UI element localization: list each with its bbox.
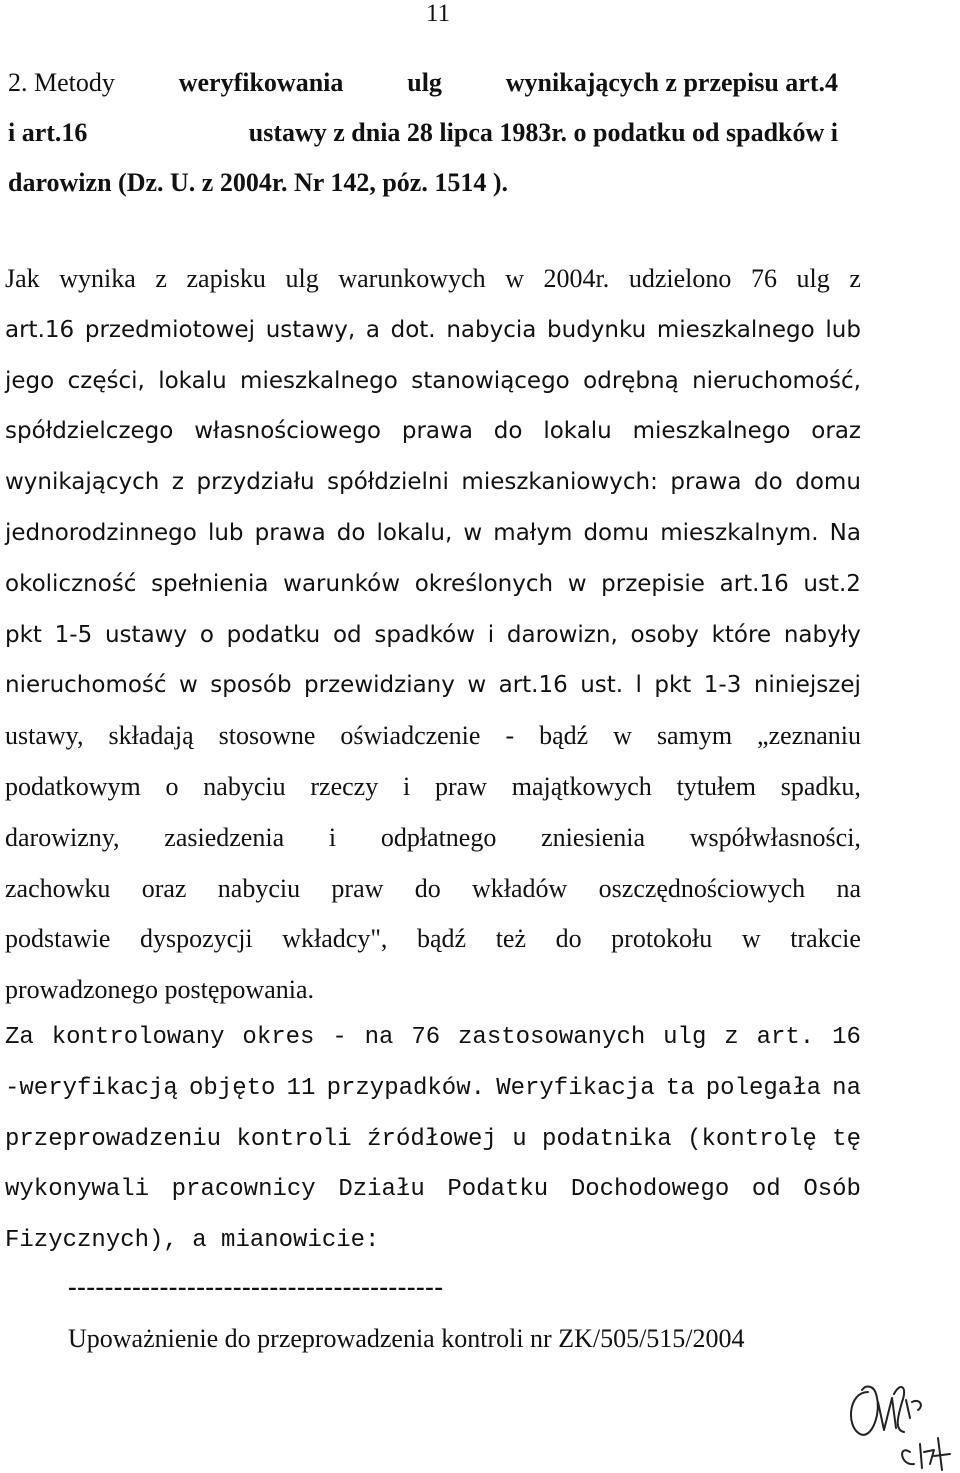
word: praw: [331, 873, 384, 903]
text-line: [5, 610, 861, 661]
word: ta: [665, 1074, 695, 1102]
word: w: [741, 924, 761, 954]
word: z: [849, 264, 861, 293]
word: niniejszej: [753, 672, 861, 699]
word: małym: [493, 519, 573, 546]
word: wynika: [59, 264, 136, 293]
text-line: [5, 1013, 861, 1064]
word: ulg: [796, 264, 830, 293]
word: 11: [286, 1074, 316, 1102]
text-line: [5, 559, 861, 610]
word: od: [751, 1176, 781, 1204]
heading-word: ulg: [407, 68, 442, 97]
word: ulg: [285, 264, 319, 293]
word: 1-3: [703, 672, 742, 699]
word: lokalu,: [376, 519, 453, 546]
word: stosowne: [218, 721, 316, 751]
word: spółdzielczego: [5, 418, 174, 445]
word: 2004r.: [543, 264, 610, 293]
word: Dochodowego: [570, 1176, 730, 1204]
word: prawa: [670, 469, 742, 496]
word: domu: [795, 469, 861, 496]
word: nabyciu: [203, 771, 286, 801]
word: domu: [583, 519, 650, 546]
word: źródłowej: [367, 1125, 497, 1153]
paragraph-ulgi: [5, 254, 861, 1016]
word: rzeczy: [310, 771, 379, 801]
word: lokalu: [158, 367, 227, 394]
word: ustawy: [104, 621, 188, 648]
word: o: [165, 771, 179, 801]
word: nabycia: [446, 316, 537, 343]
word: lokalu: [543, 418, 612, 445]
word: oświadczenie: [340, 721, 481, 751]
word: praw: [434, 771, 487, 801]
heading-line-2: [8, 108, 838, 158]
word: do: [414, 873, 441, 903]
word: wykonywali: [5, 1176, 150, 1204]
word: okres: [242, 1024, 315, 1051]
word: u: [512, 1125, 527, 1153]
word: do: [336, 519, 366, 546]
word: udzielono: [628, 264, 732, 293]
word: prawa: [401, 418, 473, 445]
word: oraz: [141, 873, 187, 903]
word: z: [724, 1024, 739, 1051]
text-line: [5, 762, 861, 813]
word: art.16: [5, 316, 75, 343]
word: protokołu: [611, 924, 713, 954]
word: własnościowego: [194, 418, 381, 445]
word: pracownicy: [171, 1176, 316, 1204]
word: tytułem: [676, 771, 756, 801]
word: przypadków.: [326, 1074, 486, 1102]
word: i: [402, 771, 411, 801]
text-line: [5, 508, 861, 559]
word: i: [328, 822, 337, 852]
heading-word: weryfikowania: [178, 68, 344, 97]
word: przeprowadzeniu: [5, 1125, 222, 1153]
text-line: [5, 813, 861, 864]
text-line: [5, 1115, 861, 1166]
word: trakcie: [790, 924, 861, 954]
word: podatnika: [542, 1125, 672, 1153]
text-line: [5, 660, 861, 711]
word: l: [635, 672, 642, 699]
word: bądź: [539, 721, 589, 751]
word: jednorodzinnego: [5, 519, 197, 546]
word: spadku,: [780, 771, 861, 801]
word: 76: [411, 1024, 441, 1051]
section-heading: [8, 58, 838, 208]
word: -: [505, 721, 515, 751]
word: okoliczność: [5, 570, 137, 597]
text-line: [5, 305, 861, 356]
text-line: [5, 1064, 861, 1115]
word: Weryfikacja: [496, 1074, 655, 1102]
heading-word: 2. Metody: [8, 68, 115, 97]
word: pkt: [654, 672, 692, 699]
word: „zeznaniu: [757, 721, 861, 751]
text-line: [5, 356, 861, 407]
word: od: [332, 621, 362, 648]
word: w: [463, 519, 483, 546]
word: spełnienia: [151, 570, 269, 597]
text-line: [5, 914, 861, 965]
word: wkładów: [472, 873, 568, 903]
text-line: [5, 406, 861, 457]
word: ust.2: [803, 570, 861, 597]
word: wynikających: [5, 469, 160, 496]
word: które: [711, 621, 772, 648]
word: Na: [829, 519, 861, 546]
word: 16: [832, 1024, 861, 1051]
word: Podatku: [447, 1176, 549, 1204]
word: wkładcy",: [282, 924, 388, 954]
heading-line-1: [8, 58, 838, 108]
word: w: [567, 570, 587, 597]
word: przepisie: [601, 570, 705, 597]
word: dyspozycji: [140, 924, 253, 954]
word: prawa: [254, 519, 326, 546]
handwritten-signature: [838, 1372, 956, 1472]
word: odrębną: [583, 367, 679, 394]
heading-word: wynikających z przepisu art.4: [505, 68, 838, 97]
word: dot.: [390, 316, 436, 343]
word: w: [467, 672, 487, 699]
word: określonych: [414, 570, 554, 597]
text-line: [5, 864, 861, 915]
word: art.: [756, 1024, 815, 1051]
authorization-reference: Upoważnienie do przeprowadzenia kontroli nr ZK/505/515/2004: [68, 1324, 745, 1353]
text-line: [5, 711, 861, 762]
word: mieszkalnego: [240, 367, 398, 394]
word: 1-5: [54, 621, 93, 648]
word: w: [179, 672, 198, 699]
word: Jak: [5, 264, 40, 293]
word: Osób: [803, 1176, 861, 1204]
word: 76: [750, 264, 777, 293]
heading-word: darowizn (Dz. U. z 2004r. Nr 142, póz. 1514 ).: [8, 168, 508, 197]
text-line: [5, 254, 861, 305]
word: warunków: [283, 570, 401, 597]
word: stanowiącego: [411, 367, 570, 394]
word: oszczędnościowych: [598, 873, 806, 903]
heading-line-3: [8, 158, 838, 208]
word: zasiedzenia: [164, 822, 285, 852]
word: -: [332, 1024, 347, 1051]
word: mieszkalnym.: [660, 519, 819, 546]
word: bądź: [417, 924, 467, 954]
word: darowizny,: [5, 822, 120, 852]
separator-line: -----------------------------------------: [68, 1272, 444, 1301]
word: lub: [207, 519, 244, 546]
word: ulg: [663, 1024, 707, 1051]
word: w: [613, 721, 632, 751]
word: warunkowych: [338, 264, 486, 293]
text-line: Fizycznych), a mianowicie:: [5, 1227, 380, 1255]
heading-word: i art.16: [8, 118, 88, 147]
word: jego: [5, 367, 55, 394]
word: samym: [656, 721, 733, 751]
word: a: [365, 316, 380, 343]
word: i: [487, 621, 495, 648]
word: osoby: [630, 621, 699, 648]
word: Działu: [338, 1176, 425, 1204]
word: nieruchomość: [5, 672, 167, 699]
word: (kontrolę: [687, 1125, 817, 1153]
word: Za: [5, 1024, 34, 1051]
word: na: [832, 1074, 861, 1102]
word: majątkowych: [511, 771, 652, 801]
word: składają: [108, 721, 194, 751]
word: na: [836, 873, 861, 903]
word: odpłatnego: [380, 822, 497, 852]
word: kontroli: [236, 1125, 352, 1153]
text-line: [5, 1165, 861, 1216]
word: darowizn,: [506, 621, 618, 648]
word: na: [364, 1024, 394, 1051]
word: art.16: [719, 570, 789, 597]
word: ustawy,: [265, 316, 356, 343]
word: oraz: [811, 418, 861, 445]
word: polegała: [705, 1074, 821, 1102]
word: lub: [825, 316, 861, 343]
word: mieszkaniowych:: [461, 469, 658, 496]
word: nabyciu: [217, 873, 301, 903]
word: współwłasności,: [689, 822, 861, 852]
word: przewidziany: [304, 672, 455, 699]
page-number: 11: [426, 0, 451, 27]
word: też: [495, 924, 526, 954]
word: z: [171, 469, 184, 496]
word: zachowku: [5, 873, 111, 903]
word: z: [155, 264, 167, 293]
word: zastosowanych: [458, 1024, 646, 1051]
word: kontrolowany: [51, 1024, 225, 1051]
word: do: [555, 924, 582, 954]
word: części,: [67, 367, 145, 394]
text-line: prowadzonego postępowania.: [5, 975, 315, 1005]
word: przydziału: [196, 469, 315, 496]
word: zapisku: [186, 264, 266, 293]
word: sposób: [210, 672, 292, 699]
word: objęto: [189, 1074, 276, 1102]
text-line: [5, 457, 861, 508]
word: zniesienia: [541, 822, 646, 852]
word: mieszkalnego: [656, 316, 815, 343]
word: podatku: [226, 621, 321, 648]
word: spółdzielni: [327, 469, 449, 496]
word: do: [493, 418, 523, 445]
word: przedmiotowej: [84, 316, 256, 343]
heading-word: ustawy z dnia 28 lipca 1983r. o podatku od spadków i: [248, 118, 838, 147]
word: budynku: [547, 316, 647, 343]
word: w: [505, 264, 524, 293]
word: spadków: [374, 621, 476, 648]
word: ust.: [580, 672, 624, 699]
paragraph-weryfikacja: [5, 1013, 861, 1267]
word: mieszkalnego: [632, 418, 791, 445]
word: ustawy,: [5, 721, 84, 751]
word: -weryfikacją: [5, 1074, 178, 1102]
word: o: [199, 621, 214, 648]
word: tę: [832, 1125, 861, 1153]
word: do: [754, 469, 783, 496]
word: nieruchomość,: [692, 367, 861, 394]
word: podatkowym: [5, 771, 141, 801]
word: art.16: [498, 672, 568, 699]
word: nabyły: [783, 621, 861, 648]
word: podstawie: [5, 924, 111, 954]
word: pkt: [5, 621, 42, 648]
